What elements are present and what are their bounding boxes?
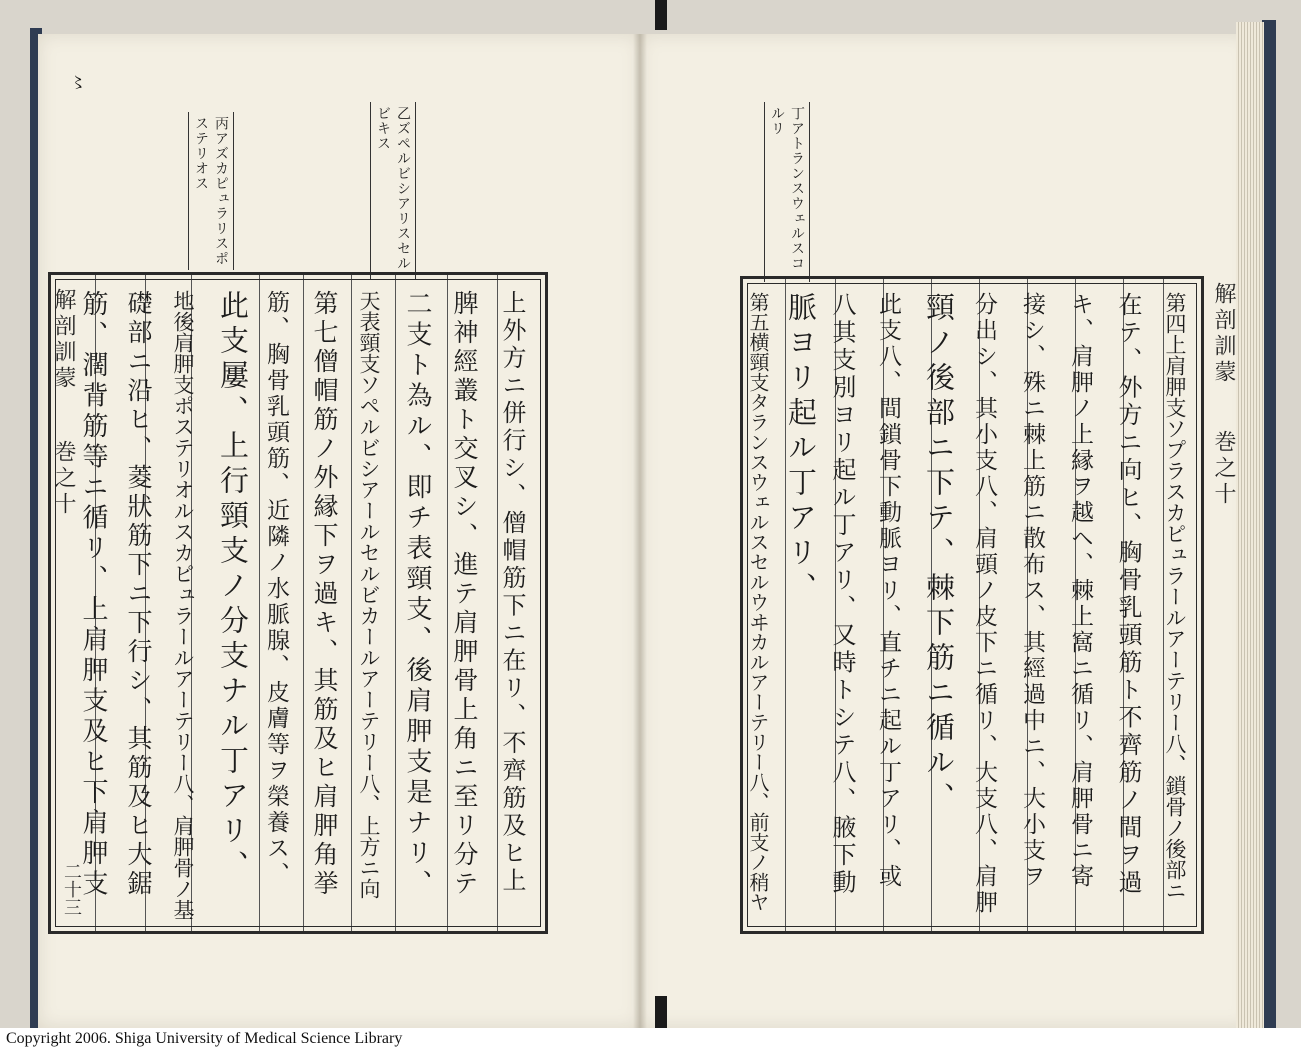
right-column-3: キ、肩胛ノ上縁ヲ越ヘ、棘上窩ニ循リ、肩胛骨ニ寄	[1067, 292, 1093, 890]
binding-thread-bottom	[655, 996, 667, 1028]
page-edges	[1236, 22, 1264, 1028]
right-column-8: 八其支別ヨリ起ル丁アリ、又時トシテ八、腋下動	[828, 292, 856, 897]
right-column-6: 頸ノ後部ニ下テ、棘下筋ニ循ル、	[922, 292, 956, 817]
left-column-7: 此支屢、上行頸支ノ分支ナル丁アリ、	[216, 290, 250, 885]
right-column-5: 分出シ、其小支八、肩頭ノ皮下ニ循リ、大支八、肩胛	[971, 292, 997, 916]
label-tei-text: アトランスウェルスコルリ	[769, 106, 805, 271]
right-side-title: 解剖訓蒙	[1211, 282, 1236, 386]
label-hei-text: アズカピュラリスポステリオス	[193, 116, 229, 266]
left-column-2: 脾神經叢ト交叉シ、進テ肩胛骨上角ニ至リ分テ	[450, 290, 479, 899]
book-cover-right	[1262, 20, 1276, 1028]
left-side-volume: 巻之十	[51, 440, 76, 518]
label-otsu	[370, 102, 416, 280]
label-hei	[188, 112, 234, 270]
right-column-1: 第四上肩胛支ソプラスカピュラールアーテリー八、鎖骨ノ後部ニ	[1163, 292, 1187, 901]
left-side-title: 解剖訓蒙	[51, 288, 76, 392]
left-column-8: 地後肩胛支ポステリオルスカピュラールアーテリー八、肩胛骨ノ基	[171, 290, 195, 920]
left-column-6: 筋、胸骨乳頭筋、近隣ノ水脈腺、皮膚等ヲ榮養ス、	[263, 290, 289, 888]
label-tei	[764, 102, 810, 282]
left-column-4: 天表頸支ソペルビシアールセルビカールアーテリー八、上方ニ向	[357, 290, 381, 899]
label-otsu-mark: 乙	[395, 106, 411, 121]
label-otsu-text: ズペルビシアリスセルビキス	[375, 106, 411, 271]
right-column-7: 此支八、間鎖骨下動脈ヨリ、直チニ起ル丁アリ、或	[875, 292, 901, 890]
label-hei-mark: 丙	[213, 116, 229, 131]
binding-string-mark: 〻	[70, 73, 87, 92]
right-column-4: 接シ、殊ニ棘上筋ニ散布ス、其經過中ニ、大小支ヲ	[1019, 292, 1045, 890]
copyright-notice: Copyright 2006. Shiga University of Medical Science Library	[6, 1030, 403, 1047]
right-column-2: 在テ、外方ニ向ヒ、胸骨乳頭筋ト不齊筋ノ間ヲ過	[1114, 292, 1142, 897]
gutter-shadow	[633, 34, 647, 1028]
right-column-10: 第五横頸支タランスウェルスセルウヰカルアーテリー八、前支ノ稍ヤ	[746, 292, 770, 912]
left-column-3: 二支ト為ル、即チ表頸支、後肩胛支是ナリ、	[402, 290, 432, 900]
left-column-1: 上外方ニ併行シ、僧帽筋下ニ在リ、不齊筋及ヒ上	[498, 290, 526, 895]
binding-thread-top	[655, 0, 667, 30]
label-tei-mark: 丁	[789, 106, 805, 121]
left-column-9: 礎部ニ沿ヒ、菱狀筋下ニ下行シ、其筋及ヒ大鋸	[124, 290, 153, 899]
left-column-10: 筋、濶背筋等ニ循リ、上肩胛支及ヒ下肩胛支	[78, 290, 108, 900]
left-column-5: 第七僧帽筋ノ外縁下ヲ過キ、其筋及ヒ肩胛角挙	[310, 290, 339, 899]
right-side-volume: 巻之十	[1211, 430, 1236, 508]
right-column-9: 脈ヨリ起ル丁アリ、	[784, 292, 818, 607]
left-folio: 二十三	[61, 862, 82, 916]
